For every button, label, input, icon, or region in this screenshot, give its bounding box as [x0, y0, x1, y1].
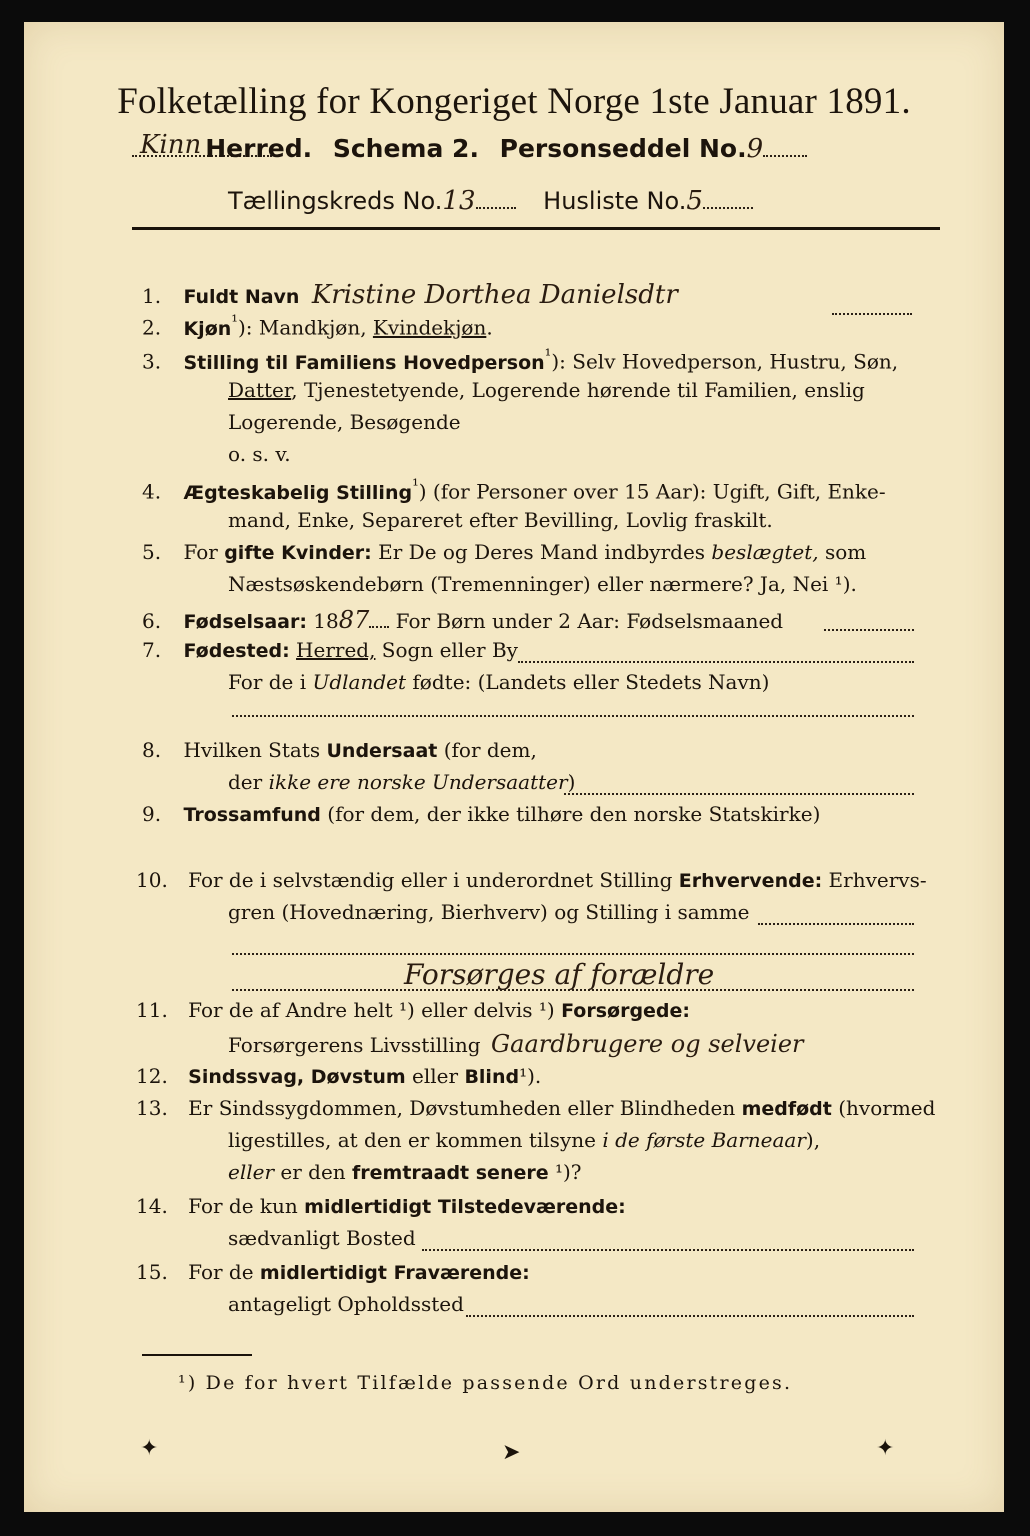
husliste-value: 5 [686, 186, 703, 216]
herred-label: Herred. [205, 134, 313, 163]
item-2: 2. Kjøn$^{^1}$): Mandkjøn, Kvindekjøn. [142, 312, 493, 340]
item-5: 5. For gifte Kvinder: Er De og Deres Mand indbyrdes beslægtet, som [142, 540, 867, 564]
item-8: 8. Hvilken Stats Undersaat (for dem, [142, 738, 537, 762]
item-12: 12. Sindssvag, Døvstum eller Blind¹). [136, 1064, 542, 1088]
item-15: 15. For de midlertidigt Fraværende: [136, 1260, 530, 1284]
page-title: Folketælling for Kongeriget Norge 1ste Januar 1891. [117, 81, 911, 122]
item-10: 10. For de i selvstændig eller i underordnet Stilling Erhvervende: Erhvervs- [136, 868, 927, 892]
schema-label: Schema 2. [332, 134, 479, 163]
item-13: 13. Er Sindssygdommen, Døvstumheden eller Blindheden medfødt (hvormed [136, 1096, 936, 1120]
datter-underlined: Datter [228, 378, 292, 402]
kreds-line [228, 186, 753, 216]
occupation-value: Forsørges af forældre [404, 958, 715, 991]
header-rule [132, 227, 940, 230]
provider-occupation-value: Gaardbrugere og selveier [490, 1030, 804, 1058]
ornament-left-icon: ✦ [140, 1436, 159, 1461]
item-7: 7. Fødested: Herred, Sogn eller By [142, 638, 518, 662]
footnote-rule [142, 1354, 252, 1356]
herred-value: Kinn [140, 130, 202, 160]
item-4: 4. Ægteskabelig Stilling$^{^1}$) (for Personer over 15 Aar): Ugift, Gift, Enke- [142, 476, 886, 504]
item-14: 14. For de kun midlertidigt Tilstedeværende: [136, 1194, 626, 1218]
personseddel-label: Personseddel No. [499, 134, 747, 163]
item-1: 1. Fuldt Navn Kristine Dorthea Danielsdtr [142, 280, 678, 310]
item-3: 3. Stilling til Familiens Hovedperson$^{^1}$): Selv Hovedperson, Hustru, Søn, [142, 346, 899, 374]
item-6: 6. Fødselsaar: 1887 For Børn under 2 Aar: Fødselsmaaned [142, 606, 784, 634]
kreds-value: 13 [442, 186, 476, 216]
census-form: Folketælling for Kongeriget Norge 1ste Januar 1891. Kinn Herred. Schema 2. Personseddel No.9 Tællingskreds No.13 Husliste No.5 1. Fuldt Navn Kristine Dorthea Danielsdtr 2. Kjøn$^{^1}$): Mandkjøn, Kvindekjøn. 3. Stilling til Familiens Hovedperson$^{^1}$): Selv Hovedperson, Hustru, Søn, Datter, Tjenestetyende, Logerende hørende til Familien, enslig Logerende, Besøgende o. s. v. 4. Ægteskabelig Stilling$^{^1}$) (for Personer over 15 Aar): Ugift, Gift, Enke- mand, Enke, Separeret efter Bevilling, Lovlig fraskilt. 5. For gifte Kvinder: Er De og Deres Mand indbyrdes beslægtet, som Næstsøskendebørn (Tremenninger) eller nærmere? Ja, Nei ¹). 6. Fødselsaar: 1887 For Børn under 2 Aar: Fødselsmaaned 7. Fødested: Herred, Sogn eller By For de i Udlandet fødte: (Landets eller Stedets Navn) 8. Hvilken Stats Undersaat (for dem, der ikke ere norske Undersaatter) 9. Trossamfund (for dem, der ikke tilhøre den norske Statskirke) 10. For de i selvstændig eller i underordnet Stilling Erhvervende: Erhvervs- gren (Hovednæring, Bierhverv) og Stilling i samme Forsørges af forældre 11. For de af Andre helt ¹) eller delvis ¹) Forsørgede: Forsørgerens Livsstilling Gaardbrugere og selveier 12. Sindssvag, Døvstum eller Blind¹). 13. Er Sindssygdommen, Døvstumheden eller Blindheden medfødt (hvormed ligestilles, at den er kommen tilsyne i de første Barneaar), eller er den fremtraadt senere ¹)? 14. For de kun midlertidigt Tilstedeværende: sædvanligt Bosted 15. For de midlertidigt Fraværende: antageligt Opholdssted ¹) De for hvert Tilfælde passende Ord understreges. ✦ ➤ ✦ [24, 22, 1004, 1512]
full-name-value: Kristine Dorthea Danielsdtr [311, 280, 678, 310]
footnote: ¹) De for hvert Tilfælde passende Ord understreges. [178, 1372, 793, 1394]
personseddel-value: 9 [746, 134, 764, 164]
item-11: 11. For de af Andre helt ¹) eller delvis ¹) Forsørgede: [136, 998, 691, 1022]
ornament-right-icon: ✦ [876, 1436, 895, 1461]
item-9: 9. Trossamfund (for dem, der ikke tilhøre den norske Statskirke) [142, 802, 821, 826]
husliste-label: Husliste No. [543, 187, 687, 215]
kreds-label: Tællingskreds No. [228, 187, 443, 215]
birth-year-value: 87 [338, 606, 370, 634]
ornament-center-icon: ➤ [502, 1440, 521, 1465]
herred-line [132, 130, 807, 164]
